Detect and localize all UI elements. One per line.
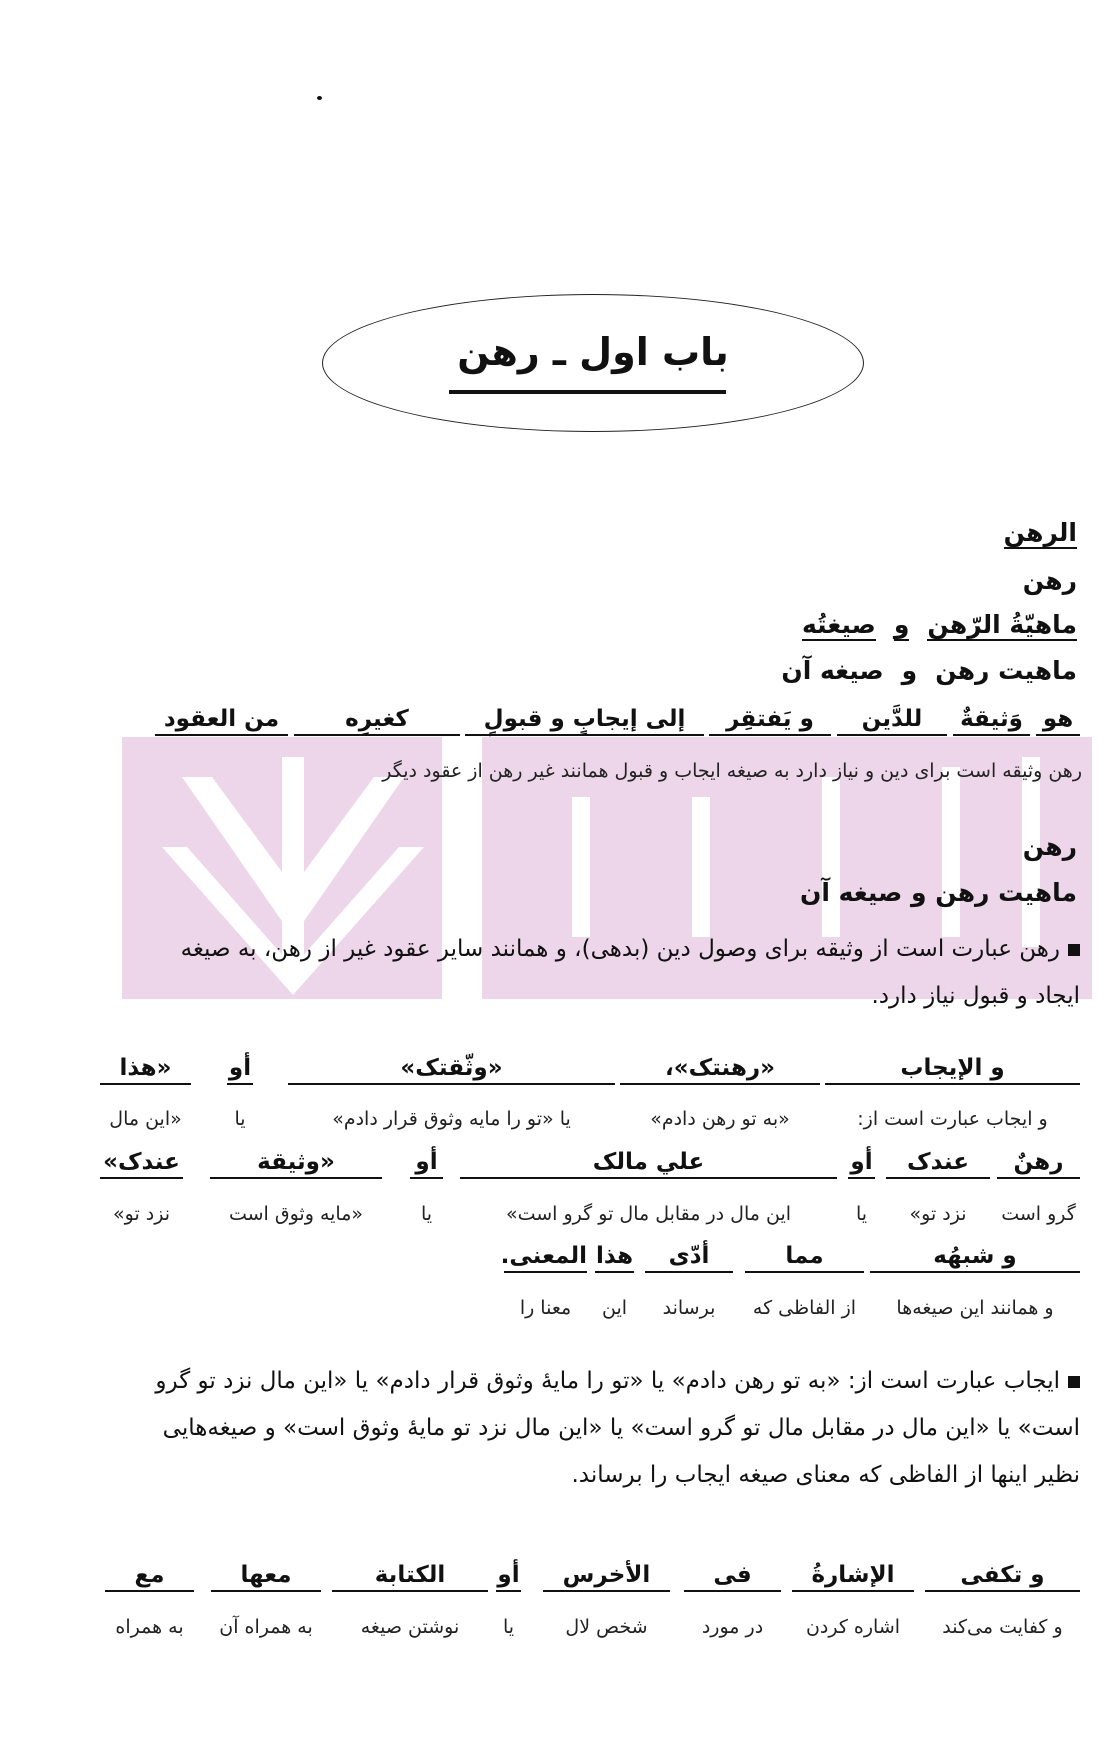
section-sub-fa-3: صيغه آن: [781, 656, 884, 685]
arabic-word: للدَّين: [837, 706, 947, 736]
arabic-word: «وثيقة: [210, 1149, 382, 1179]
persian-translation: یا: [855, 1203, 868, 1225]
arabic-word: من العقود: [155, 706, 288, 736]
arabic-word: كغيرِه: [294, 706, 460, 736]
arabic-word: أو: [227, 1055, 253, 1085]
arabic-word: الكتابة: [332, 1562, 488, 1592]
persian-translation: برساند: [662, 1297, 716, 1319]
block3-line-1-text: ایجاب عبارت است از: «به تو رهن دادم» یا «تو را مایهٔ وثوق قرار دادم» یا «این مال نزد تو گرو: [155, 1368, 1060, 1394]
persian-translation: این مال در مقابل مال تو گرو است»: [505, 1203, 792, 1225]
persian-translation: این: [601, 1297, 628, 1319]
arabic-word: إلى إيجابٍ و قبولٍ: [465, 706, 704, 736]
persian-translation: یا: [502, 1616, 515, 1638]
section-heading-fa: رهن: [1022, 566, 1077, 595]
arabic-word: هو: [1036, 706, 1080, 736]
persian-translation: نوشتن صیغه: [360, 1616, 460, 1638]
section-sub-ar: [802, 610, 1077, 641]
block2-line-1: [50, 926, 1080, 973]
chapter-title-underline: [449, 390, 726, 394]
persian-translation: رهن وثيقه است برای دین و نیاز دارد به صیغه ایجاب و قبول همانند غیر رهن از عقود دیگر: [382, 760, 1082, 782]
persian-translation: در مورد: [701, 1616, 764, 1638]
arabic-word: و الإيجاب: [825, 1055, 1080, 1085]
persian-translation: نزد تو»: [113, 1203, 170, 1225]
arabic-word: و يَفتقِر: [709, 706, 831, 736]
section-sub-ar-3: صيغتُه: [802, 610, 876, 639]
arabic-word: «رهنتک»،: [620, 1055, 820, 1085]
persian-translation: و همانند این صیغه‌ها: [896, 1297, 1054, 1319]
persian-translation: و ایجاب عبارت است از:: [857, 1108, 1048, 1130]
block3-line-3: نظیر اینها از الفاظی که معنای صیغه ایجاب را برساند.: [571, 1462, 1080, 1488]
arabic-word: مع: [105, 1562, 194, 1592]
arabic-word: عندک»: [100, 1149, 183, 1179]
arabic-word: الأخرس: [543, 1562, 670, 1592]
persian-translation: «به تو رهن دادم»: [650, 1108, 790, 1130]
block2-subheading: ماهیت رهن و صیغه آن: [800, 878, 1077, 907]
arabic-word: المعنى.: [504, 1243, 587, 1273]
persian-translation: از الفاظی که: [752, 1297, 857, 1319]
block2-heading: رهن: [1022, 832, 1077, 861]
arabic-word: مما: [745, 1243, 864, 1273]
chapter-title: باب اول ـ رهن: [457, 330, 729, 374]
block2-line-1-text: رهن عبارت است از وثیقه برای وصول دین (بدهی)، و همانند سایر عقود غیر از رهن، به صیغه: [180, 936, 1060, 962]
block2-line-2: ایجاد و قبول نیاز دارد.: [871, 983, 1080, 1009]
arabic-word: هذا: [595, 1243, 634, 1273]
arabic-word: و تكفى: [925, 1562, 1080, 1592]
section-sub-ar-2: و: [893, 610, 910, 639]
block2-paragraph: [50, 926, 1080, 1020]
bullet-square-icon: [1068, 944, 1080, 956]
arabic-word: أو: [496, 1562, 521, 1592]
arabic-word: معها: [211, 1562, 321, 1592]
arabic-word: «وثّقتک»: [288, 1055, 615, 1085]
persian-translation: شخص لال: [565, 1616, 648, 1638]
bullet-square-icon: [1068, 1376, 1080, 1388]
persian-translation: به همراه آن: [219, 1616, 313, 1638]
persian-translation: یا: [234, 1108, 246, 1130]
arabic-word: فى: [684, 1562, 781, 1592]
section-sub-fa: [781, 656, 1077, 685]
section-sub-fa-2: و: [901, 656, 918, 685]
persian-translation: «مایه وثوق است: [228, 1203, 364, 1225]
section-heading-ar: الرهن: [1003, 518, 1077, 547]
section-sub-ar-1: ماهيّةُ الرّهن: [927, 610, 1077, 639]
arabic-word: رهنٌ: [997, 1149, 1080, 1179]
persian-translation: و کفایت می‌کند: [942, 1616, 1063, 1638]
persian-translation: «این مال: [109, 1108, 182, 1130]
persian-translation: گرو است: [1001, 1203, 1076, 1225]
arabic-word: وَثيقةٌ: [953, 706, 1030, 736]
persian-translation: معنا را: [519, 1297, 572, 1319]
persian-translation: به همراه: [115, 1616, 184, 1638]
arabic-word: الإشارةُ: [792, 1562, 914, 1592]
scan-dot: [317, 96, 322, 100]
arabic-word: عندک: [886, 1149, 990, 1179]
persian-translation: یا «تو را مایه وثوق قرار دادم»: [332, 1108, 571, 1130]
persian-translation: اشاره کردن: [805, 1616, 901, 1638]
block3-line-1: [50, 1358, 1080, 1405]
arabic-word: أدّى: [645, 1243, 733, 1273]
arabic-word: و شبهُه: [870, 1243, 1080, 1273]
section-sub-fa-1: ماهيت رهن: [935, 656, 1077, 685]
arabic-word: علي مالک: [460, 1149, 837, 1179]
arabic-word: أو: [410, 1149, 443, 1179]
arabic-word: أو: [848, 1149, 875, 1179]
block3-line-2: است» یا «این مال در مقابل مال تو گرو است» یا «این مال نزد تو مایهٔ وثوق است» و صیغه‌هایی: [162, 1415, 1080, 1441]
persian-translation: نزد تو»: [909, 1203, 967, 1225]
block3-paragraph: [50, 1358, 1080, 1499]
persian-translation: یا: [420, 1203, 433, 1225]
arabic-word: «هذا: [100, 1055, 191, 1085]
